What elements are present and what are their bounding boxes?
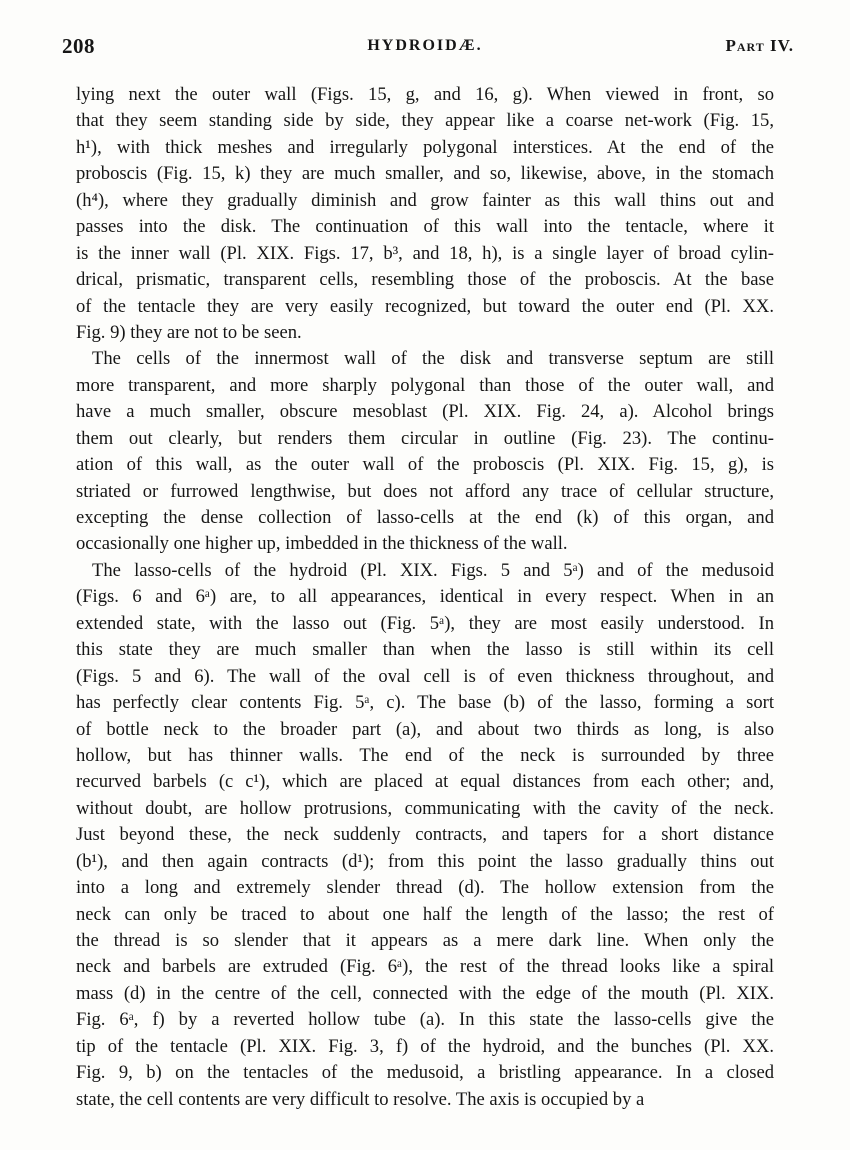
text-line: have a much smaller, obscure mesoblast (Pl. XIX. Fig. 24, a). Alcohol brings — [76, 401, 774, 423]
text-line: hollow, but has thinner walls. The end of the neck is surrounded by three — [76, 744, 774, 766]
paragraph — [76, 346, 774, 558]
text-line: has perfectly clear contents Fig. 5ᵃ, c). The base (b) of the lasso, forming a sort — [76, 692, 774, 714]
text-line: into a long and extremely slender thread (d). The hollow extension from the — [76, 877, 774, 899]
text-line: Fig. 9, b) on the tentacles of the medusoid, a bristling appearance. In a closed — [76, 1062, 774, 1084]
paragraph — [76, 558, 774, 1113]
text-line: lying next the outer wall (Figs. 15, g, and 16, g). When viewed in front, so — [76, 84, 774, 105]
text-line: Just beyond these, the neck suddenly contracts, and tapers for a short distance — [76, 824, 774, 846]
running-title: HYDROIDÆ. — [367, 37, 483, 54]
body-text — [76, 82, 774, 1113]
text-line: neck and barbels are extruded (Fig. 6ᵃ), the rest of the thread looks like a spiral — [76, 956, 774, 978]
text-line: neck can only be traced to about one half the length of the lasso; the rest of — [76, 903, 774, 925]
text-line: this state they are much smaller than when the lasso is still within its cell — [76, 639, 774, 661]
text-line: passes into the disk. The continuation of this wall into the tentacle, where it — [76, 216, 774, 238]
text-line: more transparent, and more sharply polygonal than those of the outer wall, and — [76, 374, 774, 396]
text-line: without doubt, are hollow protrusions, communicating with the cavity of the neck. — [76, 797, 774, 819]
text-line: state, the cell contents are very difficult to resolve. The axis is occupied by a — [76, 1088, 645, 1110]
text-line: (b¹), and then again contracts (d¹); from this point the lasso gradually thins out — [76, 850, 774, 872]
text-line: drical, prismatic, transparent cells, resembling those of the proboscis. At the base — [76, 269, 774, 291]
text-line: occasionally one higher up, imbedded in the thickness of the wall. — [76, 533, 568, 555]
part-label: Part IV. — [725, 36, 794, 55]
text-line: recurved barbels (c c¹), which are placed at equal distances from each other; and, — [76, 771, 774, 793]
text-line: (Figs. 6 and 6ᵃ) are, to all appearances, identical in every respect. When in an — [76, 586, 774, 608]
text-line: that they seem standing side by side, they appear like a coarse net-work (Fig. 15, — [76, 110, 774, 132]
text-line: Fig. 6ᵃ, f) by a reverted hollow tube (a). In this state the lasso-cells give the — [76, 1009, 774, 1031]
page-number: 208 — [62, 34, 95, 58]
text-line: The lasso-cells of the hydroid (Pl. XIX. Figs. 5 and 5ᵃ) and of the medusoid — [92, 559, 774, 581]
text-line: (Figs. 5 and 6). The wall of the oval cell is of even thickness throughout, and — [76, 665, 774, 687]
text-line: is the inner wall (Pl. XIX. Figs. 17, b³, and 18, h), is a single layer of broad cylin- — [76, 242, 774, 264]
text-line: ation of this wall, as the outer wall of the proboscis (Pl. XIX. Fig. 15, g), is — [76, 454, 774, 476]
text-line: of bottle neck to the broader part (a), and about two thirds as long, is also — [76, 718, 774, 740]
text-line: tip of the tentacle (Pl. XIX. Fig. 3, f) of the hydroid, and the bunches (Pl. XX. — [76, 1035, 774, 1057]
paragraph — [76, 82, 774, 346]
text-line: of the tentacle they are very easily recognized, but toward the outer end (Pl. XX. — [76, 295, 774, 317]
text-line: (h⁴), where they gradually diminish and grow fainter as this wall thins out and — [76, 189, 774, 211]
text-line: proboscis (Fig. 15, k) they are much smaller, and so, likewise, above, in the stomach — [76, 163, 774, 185]
text-line: excepting the dense collection of lasso-cells at the end (k) of this organ, and — [76, 507, 774, 528]
page-header — [0, 34, 850, 64]
text-line: the thread is so slender that it appears as a mere dark line. When only the — [76, 930, 774, 951]
text-line: them out clearly, but renders them circular in outline (Fig. 23). The continu- — [76, 427, 774, 449]
text-line: The cells of the innermost wall of the disk and transverse septum are still — [92, 348, 774, 370]
text-line: Fig. 9) they are not to be seen. — [76, 321, 302, 343]
text-line: extended state, with the lasso out (Fig. 5ᵃ), they are most easily understood. In — [76, 612, 774, 634]
text-line: striated or furrowed lengthwise, but does not afford any trace of cellular structure, — [76, 480, 774, 502]
text-line: mass (d) in the centre of the cell, connected with the edge of the mouth (Pl. XIX. — [76, 982, 774, 1004]
text-line: h¹), with thick meshes and irregularly polygonal interstices. At the end of the — [76, 136, 774, 158]
